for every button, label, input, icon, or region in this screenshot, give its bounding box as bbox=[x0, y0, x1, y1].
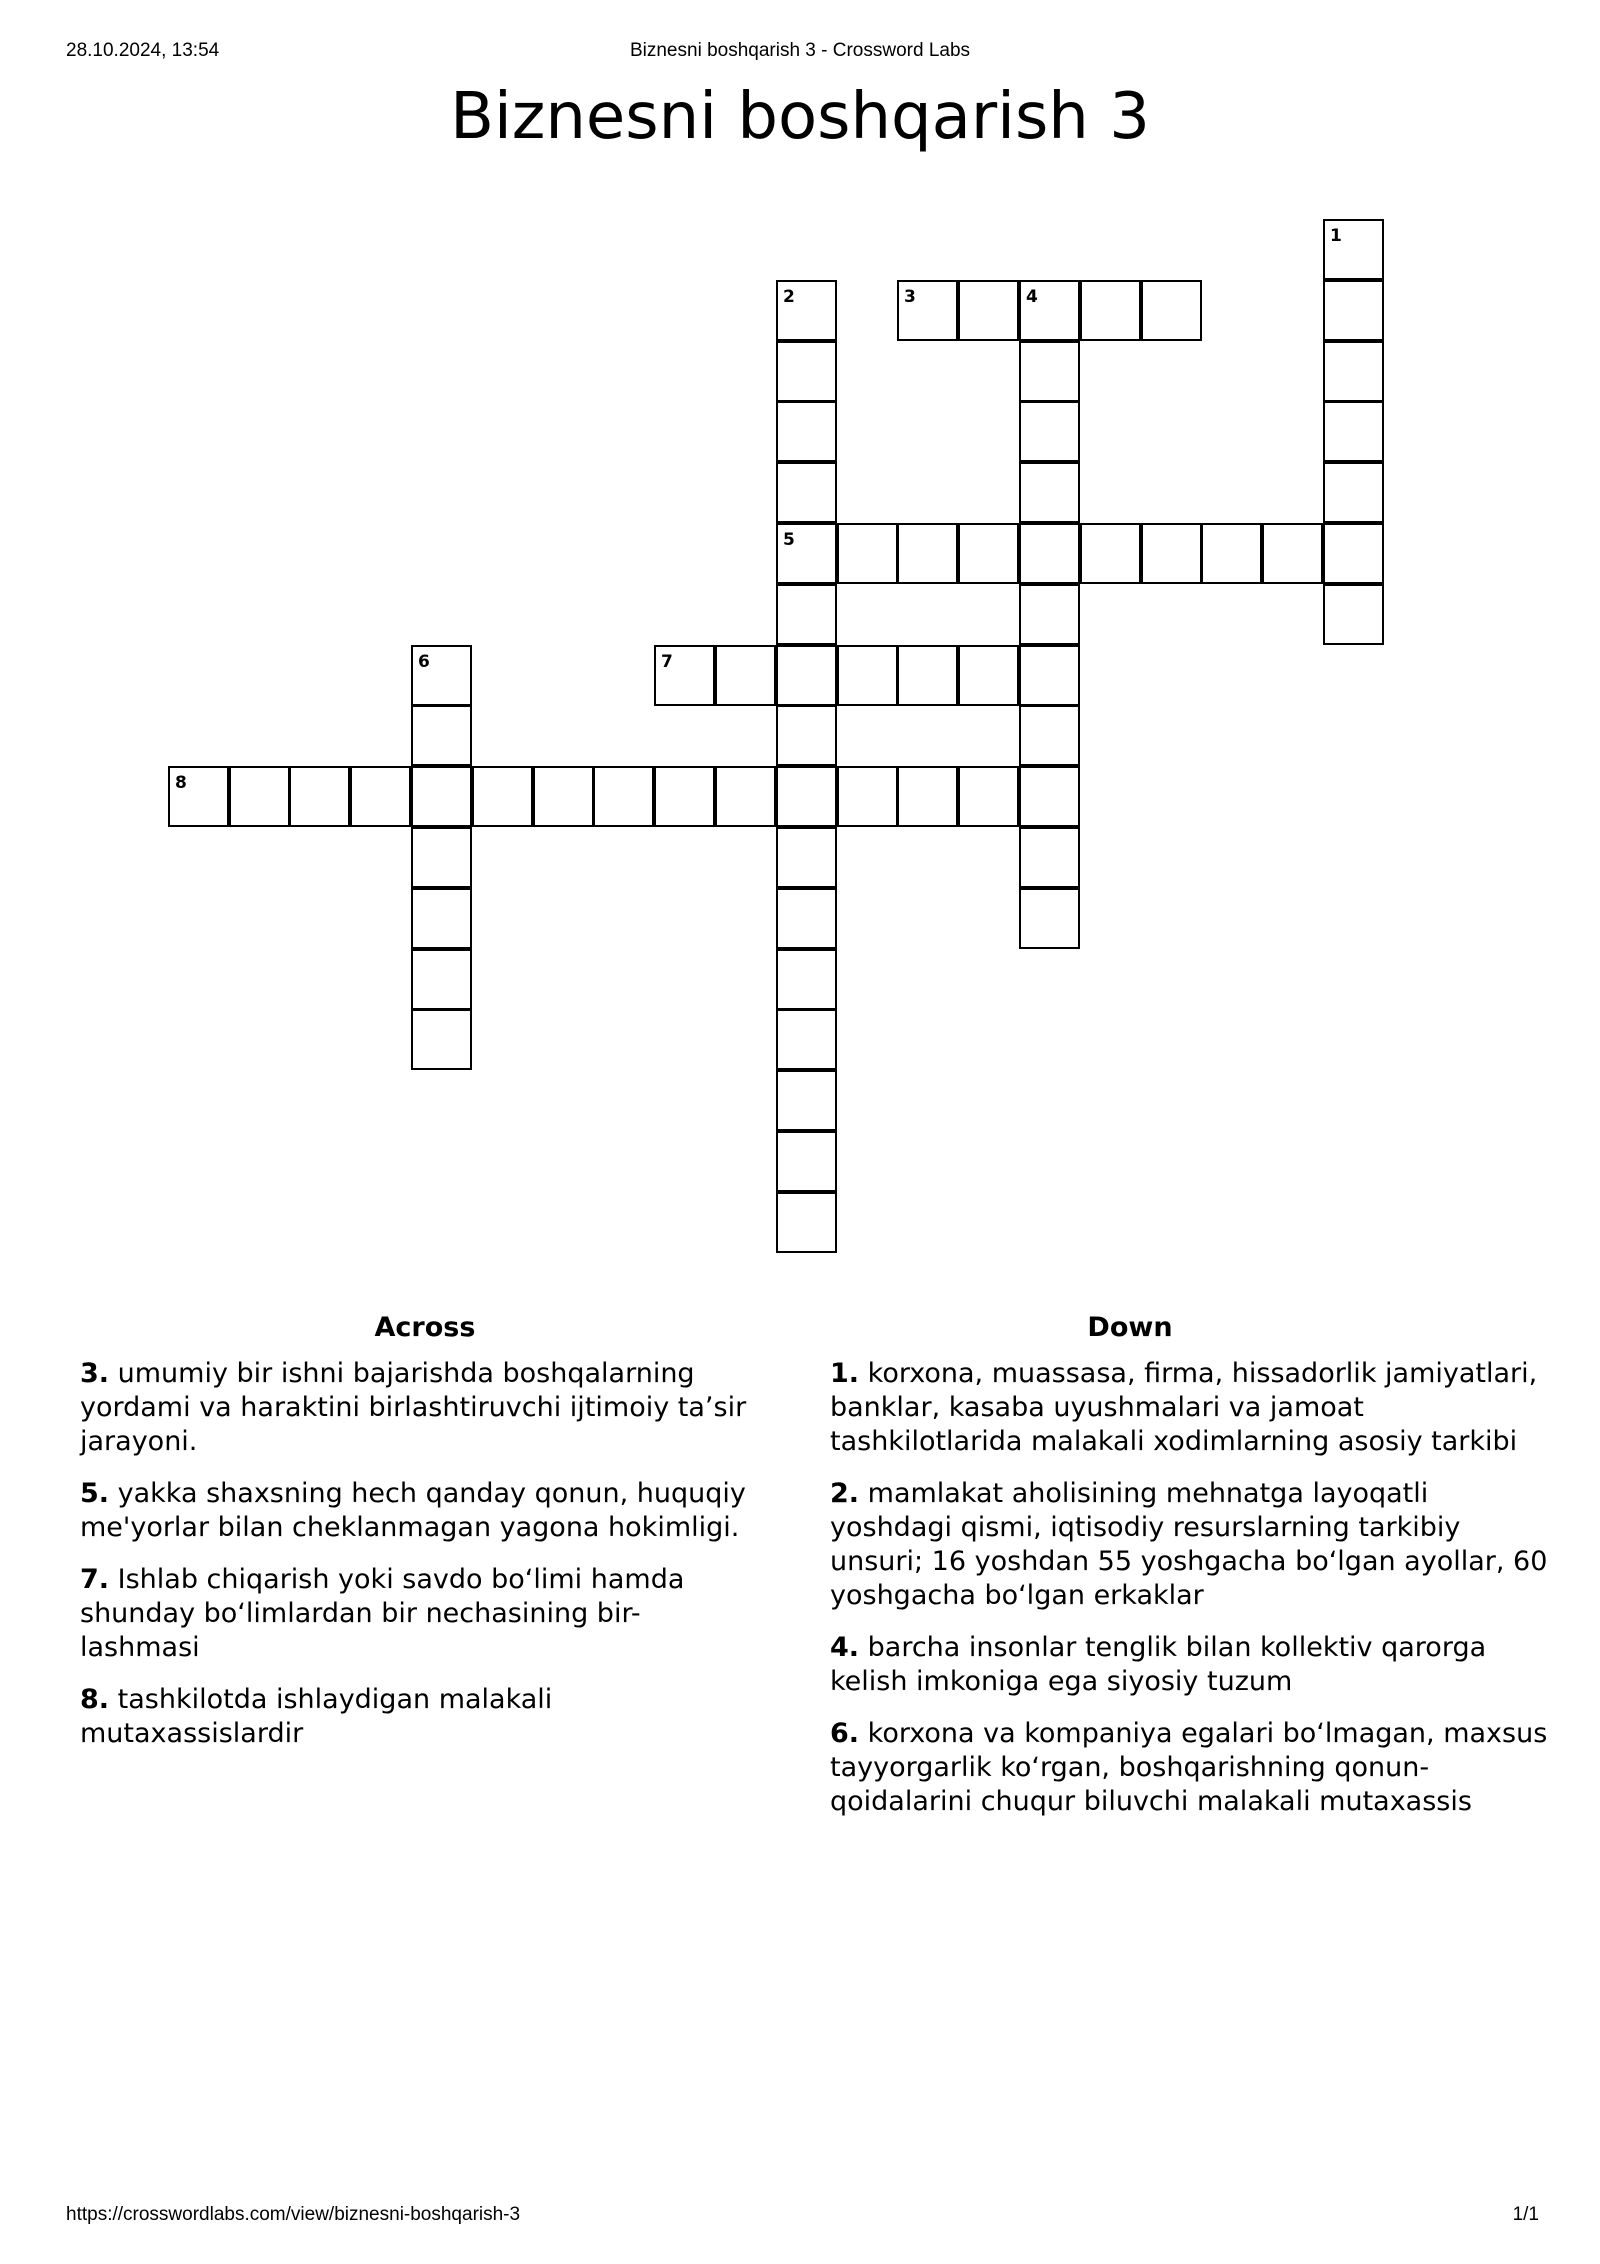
grid-cell[interactable] bbox=[1019, 645, 1080, 706]
grid-cell[interactable] bbox=[1080, 523, 1141, 584]
grid-cell[interactable] bbox=[1080, 280, 1141, 341]
down-clue bbox=[830, 1357, 1550, 1459]
across-clue bbox=[80, 1357, 760, 1459]
grid-cell[interactable] bbox=[776, 1131, 837, 1192]
down-clue bbox=[830, 1477, 1550, 1613]
grid-cell[interactable] bbox=[1262, 523, 1323, 584]
across-clue bbox=[80, 1563, 760, 1665]
across-clues bbox=[80, 1312, 760, 1769]
clue-text: barcha insonlar tenglik bilan kollektiv qarorga kelish imkoniga ega siyosiy tuzum bbox=[830, 1632, 1487, 1697]
grid-cell[interactable] bbox=[776, 523, 837, 584]
grid-cell[interactable] bbox=[1141, 523, 1202, 584]
grid-cell[interactable] bbox=[1323, 584, 1384, 645]
grid-cell[interactable] bbox=[472, 766, 533, 827]
grid-cell[interactable] bbox=[1141, 280, 1202, 341]
across-heading: Across bbox=[374, 1312, 476, 1343]
grid-cell[interactable] bbox=[958, 523, 1019, 584]
cell-number: 7 bbox=[661, 652, 673, 672]
grid-cell[interactable] bbox=[776, 341, 837, 402]
down-clue bbox=[830, 1717, 1550, 1819]
grid-cell[interactable] bbox=[654, 766, 715, 827]
grid-cell[interactable] bbox=[1019, 523, 1080, 584]
grid-cell[interactable] bbox=[1019, 766, 1080, 827]
clue-list bbox=[80, 1357, 760, 1751]
grid-cell[interactable] bbox=[715, 766, 776, 827]
clue-number: 7. bbox=[80, 1564, 110, 1595]
grid-cell[interactable] bbox=[411, 645, 472, 706]
grid-cell[interactable] bbox=[958, 280, 1019, 341]
grid-cell[interactable] bbox=[533, 766, 594, 827]
clue-text: Ishlab chiqarish yoki savdo boʻlimi hamda shunday boʻlimlardan bir nechasining bir-lashmasi bbox=[80, 1564, 685, 1663]
grid-cell[interactable] bbox=[1323, 401, 1384, 462]
grid-cell[interactable] bbox=[411, 888, 472, 949]
clue-number: 1. bbox=[830, 1358, 860, 1389]
grid-cell[interactable] bbox=[837, 645, 898, 706]
grid-cell[interactable] bbox=[776, 705, 837, 766]
grid-cell[interactable] bbox=[289, 766, 350, 827]
grid-cell[interactable] bbox=[350, 766, 411, 827]
clue-number: 2. bbox=[830, 1478, 860, 1509]
grid-cell[interactable] bbox=[776, 949, 837, 1010]
print-footer-url: https://crosswordlabs.com/view/biznesni-boshqarish-3 bbox=[66, 2204, 521, 2225]
grid-cell[interactable] bbox=[411, 766, 472, 827]
grid-cell[interactable] bbox=[411, 949, 472, 1010]
cell-number: 8 bbox=[175, 773, 187, 793]
grid-cell[interactable] bbox=[776, 584, 837, 645]
clue-number: 8. bbox=[80, 1684, 110, 1715]
grid-cell[interactable] bbox=[411, 1009, 472, 1070]
grid-cell[interactable] bbox=[776, 280, 837, 341]
clue-text: yakka shaxsning hech qanday qonun, huquqiy me'yorlar bilan cheklanmagan yagona hokimligi. bbox=[80, 1478, 746, 1543]
grid-cell[interactable] bbox=[837, 523, 898, 584]
grid-cell[interactable] bbox=[776, 645, 837, 706]
clue-list bbox=[830, 1357, 1550, 1819]
grid-cell[interactable] bbox=[1201, 523, 1262, 584]
cell-number: 5 bbox=[783, 530, 795, 550]
cell-number: 1 bbox=[1330, 226, 1342, 246]
grid-cell[interactable] bbox=[654, 645, 715, 706]
grid-cell[interactable] bbox=[776, 1009, 837, 1070]
grid-cell[interactable] bbox=[837, 766, 898, 827]
grid-cell[interactable] bbox=[958, 766, 1019, 827]
grid-cell[interactable] bbox=[1019, 341, 1080, 402]
cell-number: 2 bbox=[783, 287, 795, 307]
clue-text: mamlakat aholisining mehnatga layoqatli yoshdagi qismi, iqtisodiy resurslarning tarkibiy unsuri; 16 yoshdan 55 yoshgacha boʻlgan ayollar, 60 yoshgacha boʻlgan erkaklar bbox=[830, 1478, 1548, 1611]
grid-cell[interactable] bbox=[1323, 462, 1384, 523]
grid-cell[interactable] bbox=[897, 280, 958, 341]
print-header-title: Biznesni boshqarish 3 - Crossword Labs bbox=[629, 40, 971, 61]
grid-cell[interactable] bbox=[958, 645, 1019, 706]
grid-cell[interactable] bbox=[776, 888, 837, 949]
grid-cell[interactable] bbox=[1019, 705, 1080, 766]
down-clues bbox=[830, 1312, 1550, 1837]
down-clue bbox=[830, 1631, 1550, 1699]
grid-cell[interactable] bbox=[1019, 462, 1080, 523]
grid-cell[interactable] bbox=[776, 1070, 837, 1131]
page-title: Biznesni boshqarish 3 bbox=[450, 80, 1150, 154]
grid-cell[interactable] bbox=[776, 462, 837, 523]
grid-cell[interactable] bbox=[776, 827, 837, 888]
grid-cell[interactable] bbox=[168, 766, 229, 827]
clue-text: umumiy bir ishni bajarishda boshqalarning yordami va haraktini birlashtiruvchi ijtimoiy taʼsir jarayoni. bbox=[80, 1358, 747, 1457]
grid-cell[interactable] bbox=[1323, 341, 1384, 402]
grid-cell[interactable] bbox=[776, 1192, 837, 1253]
grid-cell[interactable] bbox=[229, 766, 290, 827]
clue-text: korxona va kompaniya egalari boʻlmagan, maxsus tayyorgarlik koʻrgan, boshqarishning qonun-qoidalarini chuqur biluvchi malakali mutaxassis bbox=[830, 1718, 1548, 1817]
grid-cell[interactable] bbox=[715, 645, 776, 706]
grid-cell[interactable] bbox=[1323, 523, 1384, 584]
across-clue bbox=[80, 1477, 760, 1545]
clue-number: 3. bbox=[80, 1358, 110, 1389]
grid-cell[interactable] bbox=[411, 705, 472, 766]
grid-cell[interactable] bbox=[593, 766, 654, 827]
grid-cell[interactable] bbox=[776, 766, 837, 827]
across-clue bbox=[80, 1683, 760, 1751]
grid-cell[interactable] bbox=[1323, 280, 1384, 341]
clue-text: korxona, muassasa, firma, hissadorlik jamiyatlari, banklar, kasaba uyushmalari va jamoat tashkilotlarida malakali xodimlarning asosiy tarkibi bbox=[830, 1358, 1538, 1457]
grid-cell[interactable] bbox=[897, 523, 958, 584]
grid-cell[interactable] bbox=[1019, 401, 1080, 462]
clue-number: 4. bbox=[830, 1632, 860, 1663]
cell-number: 6 bbox=[418, 652, 430, 672]
clue-text: tashkilotda ishlaydigan malakali mutaxassislardir bbox=[80, 1684, 553, 1749]
grid-cell[interactable] bbox=[1019, 584, 1080, 645]
print-header-datetime: 28.10.2024, 13:54 bbox=[66, 40, 220, 61]
grid-cell[interactable] bbox=[897, 766, 958, 827]
grid-cell[interactable] bbox=[1019, 280, 1080, 341]
down-heading: Down bbox=[1087, 1312, 1173, 1343]
grid-cell[interactable] bbox=[1019, 888, 1080, 949]
grid-cell[interactable] bbox=[411, 827, 472, 888]
clue-number: 6. bbox=[830, 1718, 860, 1749]
clue-number: 5. bbox=[80, 1478, 110, 1509]
print-footer-page: 1/1 bbox=[1512, 2204, 1539, 2225]
cell-number: 4 bbox=[1026, 287, 1038, 307]
grid-cell[interactable] bbox=[1323, 219, 1384, 280]
grid-cell[interactable] bbox=[1019, 827, 1080, 888]
cell-number: 3 bbox=[904, 287, 916, 307]
grid-cell[interactable] bbox=[897, 645, 958, 706]
grid-cell[interactable] bbox=[776, 401, 837, 462]
